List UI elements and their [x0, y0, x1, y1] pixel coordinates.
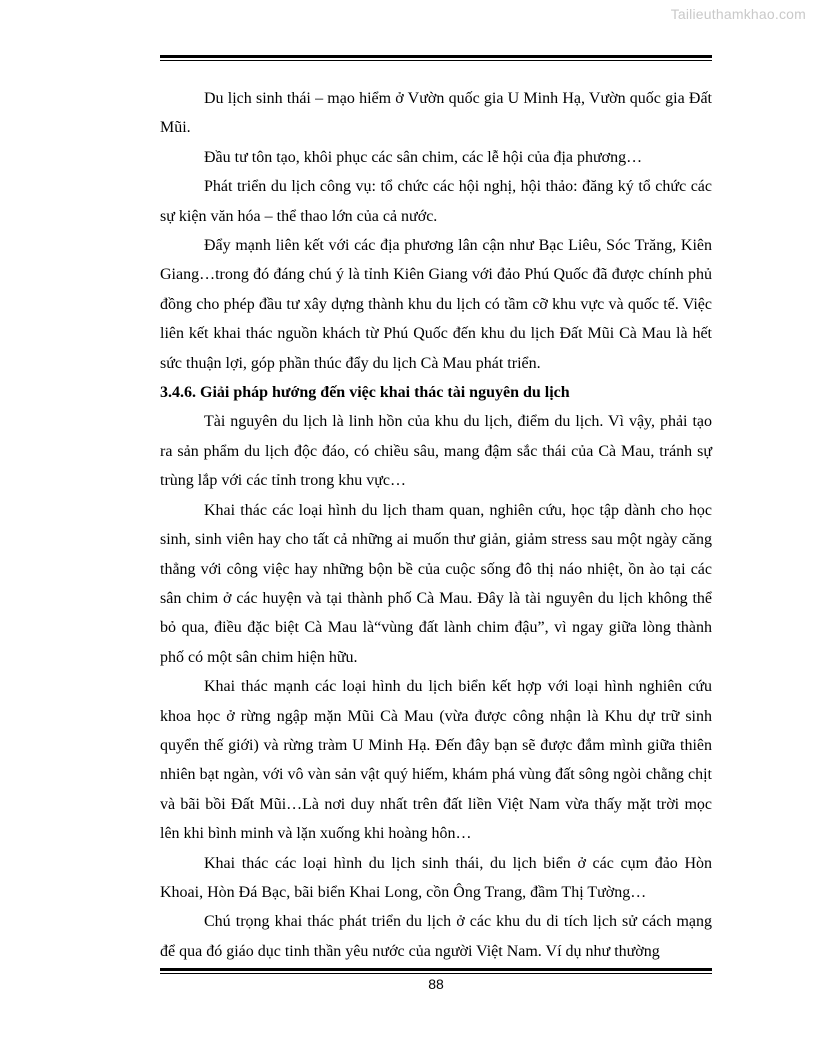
- footer-rule: [160, 968, 712, 974]
- paragraph: Phát triển du lịch công vụ: tổ chức các hội nghị, hội thảo: đăng ký tổ chức các sự kiện văn hóa – thể thao lớn của cả nước.: [160, 178, 712, 225]
- page-number: 88: [428, 976, 444, 992]
- paragraph: Khai thác các loại hình du lịch sinh thái, du lịch biển ở các cụm đảo Hòn Khoai, Hòn Đá Bạc, bãi biển Khai Long, cồn Ông Trang, đầm Thị Tường…: [160, 854, 712, 901]
- paragraph: Chú trọng khai thác phát triển du lịch ở các khu du di tích lịch sử cách mạng để qua đó giáo dục tinh thần yêu nước của người Việt Nam. Ví dụ như thường: [160, 913, 712, 960]
- paragraph: Khai thác các loại hình du lịch tham quan, nghiên cứu, học tập dành cho học sinh, sinh viên hay cho tất cả những ai muốn thư giản, giảm stress sau một ngày căng thẳng với công việc hay những bộn bề của cuộc sống đô thị náo nhiệt, ồn ào tại các sân chim ở các huyện và tại thành phố Cà Mau. Đây là tài nguyên du lịch không thể bỏ qua, điều đặc biệt Cà Mau là“vùng đất lành chim đậu”, vì ngay giữa lòng thành phố có một sân chim hiện hữu.: [160, 501, 712, 666]
- paragraph: Đẩy mạnh liên kết với các địa phương lân cận như Bạc Liêu, Sóc Trăng, Kiên Giang…trong đó đáng chú ý là tỉnh Kiên Giang với đảo Phú Quốc đã được chính phủ đồng cho phép đầu tư xây dựng thành khu du lịch có tầm cỡ khu vực và quốc tế. Việc liên kết khai thác nguồn khách từ Phú Quốc đến khu du lịch Đất Mũi Cà Mau là hết sức thuận lợi, góp phần thúc đẩy du lịch Cà Mau phát triển.: [160, 237, 712, 372]
- section-heading: 3.4.6. Giải pháp hướng đến việc khai thác tài nguyên du lịch: [160, 384, 570, 402]
- document-body: [160, 84, 712, 966]
- paragraph: Đầu tư tôn tạo, khôi phục các sân chim, các lễ hội của địa phương…: [204, 148, 643, 166]
- watermark: Tailieuthamkhao.com: [670, 6, 806, 22]
- paragraph: Tài nguyên du lịch là linh hồn của khu du lịch, điểm du lịch. Vì vậy, phải tạo ra sản phẩm du lịch độc đáo, có chiều sâu, mang đậm sắc thái của Cà Mau, tránh sự trùng lắp với các tỉnh trong khu vực…: [160, 413, 712, 490]
- paragraph: Khai thác mạnh các loại hình du lịch biển kết hợp với loại hình nghiên cứu khoa học ở rừng ngập mặn Mũi Cà Mau (vừa được công nhận là Khu dự trữ sinh quyển thế giới) và rừng tràm U Minh Hạ. Đến đây bạn sẽ được đắm mình giữa thiên nhiên bạt ngàn, với vô vàn sản vật quý hiếm, khám phá vùng đất sông ngòi chằng chịt và bãi bồi Đất Mũi…Là nơi duy nhất trên đất liền Việt Nam vừa thấy mặt trời mọc lên khi bình minh và lặn xuống khi hoàng hôn…: [160, 678, 712, 843]
- paragraph: Du lịch sinh thái – mạo hiểm ở Vườn quốc gia U Minh Hạ, Vườn quốc gia Đất Mũi.: [160, 90, 712, 137]
- header-rule: [160, 55, 712, 61]
